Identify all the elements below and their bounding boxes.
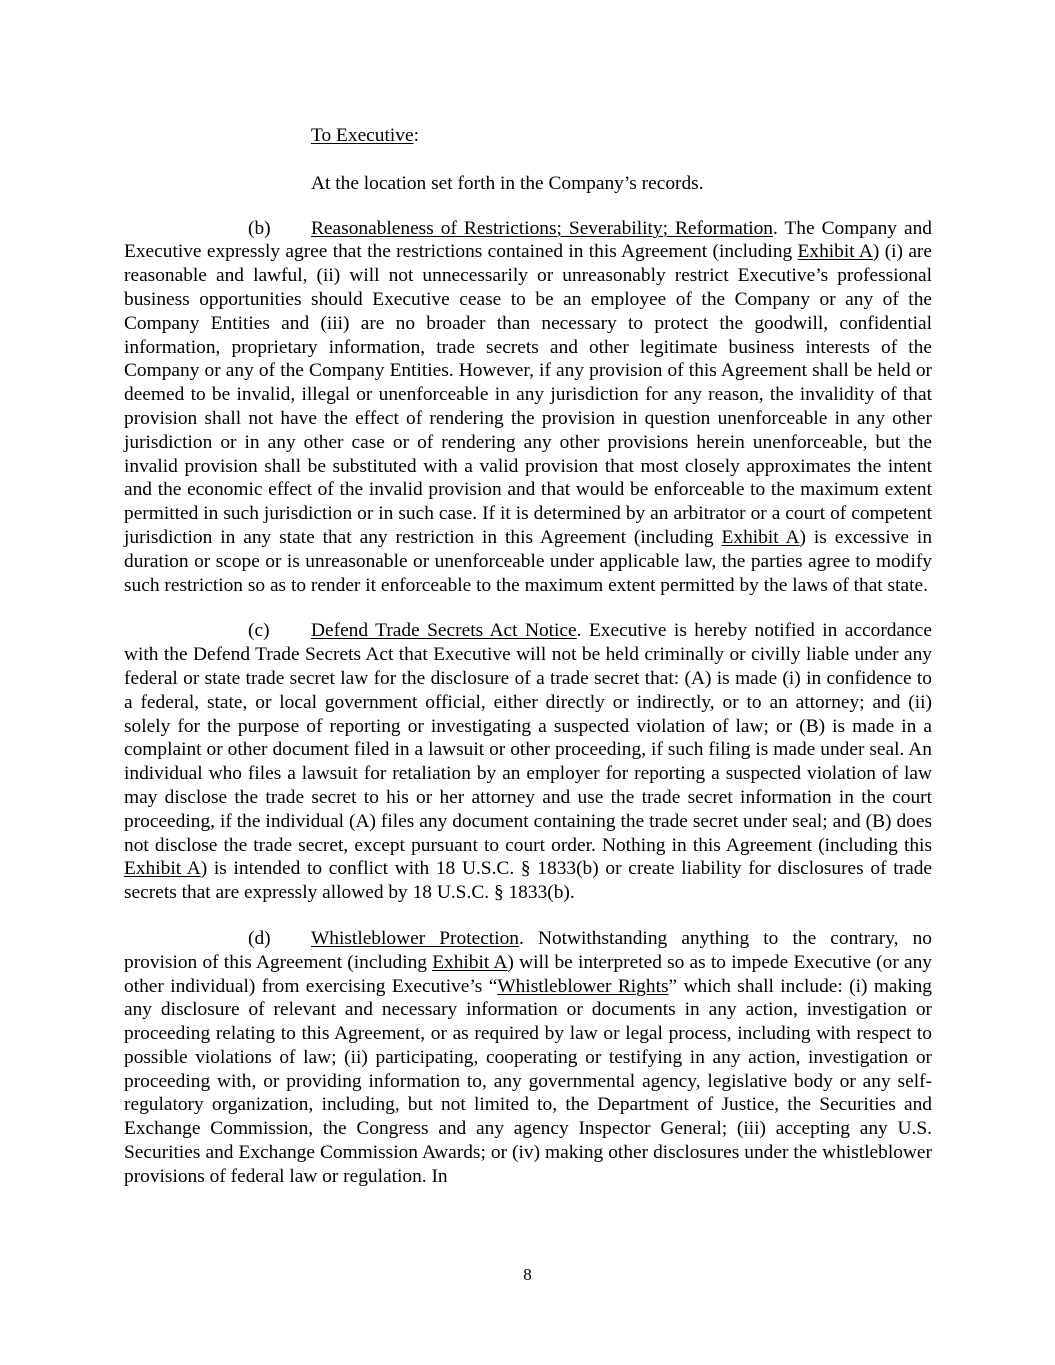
whistleblower-rights-term: Whistleblower Rights [497,975,669,997]
section-c-number: (c) [248,620,270,642]
notice-block [124,124,932,196]
notice-address: At the location set forth in the Company’s records. [311,172,704,194]
exhibit-a-reference: Exhibit A [721,526,800,548]
notice-recipient-label: To Executive: [311,125,419,146]
section-b-number: (b) [248,217,271,239]
exhibit-a-reference: Exhibit A [797,241,873,263]
notice-recipient: To Executive [311,125,414,146]
section-d-paragraph: (d) Whistleblower Protection. Notwithstanding anything to the contrary, no provision of this Agreement (including Exhibit A) will be interpreted so as to impede Executive (or any other individual) from exercising Executive’s “Whistleblower Rights” which shall include: (i) making any disclosure of relevant and necessary information or documents in any action, investigation or proceeding relating to this Agreement, or as required by law or legal process, including with respect to possible violations of law; (ii) participating, cooperating or testifying in any action, investigation or proceeding with, or providing information to, any governmental agency, legislative body or any self-regulatory organization, including, but not limited to, the Department of Justice, the Securities and Exchange Commission, the Congress and any agency Inspector General; (iii) accepting any U.S. Securities and Exchange Commission Awards; or (iv) making other disclosures under the whistleblower provisions of federal law or regulation. In [124,927,932,1187]
page-number: 8 [523,1265,532,1284]
exhibit-a-reference: Exhibit A [432,951,508,973]
document-page [124,124,932,1189]
section-d-number: (d) [248,927,271,949]
section-b-heading: Reasonableness of Restrictions; Severability; Reformation [311,217,773,239]
section-d-heading: Whistleblower Protection [311,927,519,949]
exhibit-a-reference: Exhibit A [124,858,201,880]
section-c-heading: Defend Trade Secrets Act Notice [311,620,577,642]
section-b-paragraph: (b) Reasonableness of Restrictions; Severability; Reformation. The Company and Executive expressly agree that the restrictions contained in this Agreement (including Exhibit A) (i) are reasonable and lawful, (ii) will not unnecessarily or unreasonably restrict Executive’s professional business opportunities should Executive cease to be an employee of the Company or any of the Company Entities and (iii) are no broader than necessary to protect the goodwill, confidential information, proprietary information, trade secrets and other legitimate business interests of the Company or any of the Company Entities. However, if any provision of this Agreement shall be held or deemed to be invalid, illegal or unenforceable in any jurisdiction for any reason, the invalidity of that provision shall not have the effect of rendering the provision in question unenforceable in any other jurisdiction or in any other case or of rendering any other provisions herein unenforceable, but the invalid provision shall be substituted with a valid provision that most closely approximates the intent and the economic effect of the invalid provision and that would be enforceable to the maximum extent permitted in such jurisdiction or in such case. If it is determined by an arbitrator or a court of competent jurisdiction in any state that any restriction in this Agreement (including Exhibit A) is excessive in duration or scope or is unreasonable or unenforceable under applicable law, the parties agree to modify such restriction so as to render it enforceable to the maximum extent permitted by the laws of that state. [124,217,933,596]
section-c-paragraph: (c) Defend Trade Secrets Act Notice. Executive is hereby notified in accordance with the Defend Trade Secrets Act that Executive will not be held criminally or civilly liable under any federal or state trade secret law for the disclosure of a trade secret that: (A) is made (i) in confidence to a federal, state, or local government official, either directly or indirectly, or to an attorney; and (ii) solely for the purpose of reporting or investigating a suspected violation of law; or (B) is made in a complaint or other document filed in a lawsuit or other proceeding, if such filing is made under seal. An individual who files a lawsuit for retaliation by an employer for reporting a suspected violation of law may disclose the trade secret to his or her attorney and use the trade secret information in the court proceeding, if the individual (A) files any document containing the trade secret under seal; and (B) does not disclose the trade secret, except pursuant to court order. Nothing in this Agreement (including this Exhibit A) is intended to conflict with 18 U.S.C. § 1833(b) or create liability for disclosures of trade secrets that are expressly allowed by 18 U.S.C. § 1833(b). [124,620,933,904]
